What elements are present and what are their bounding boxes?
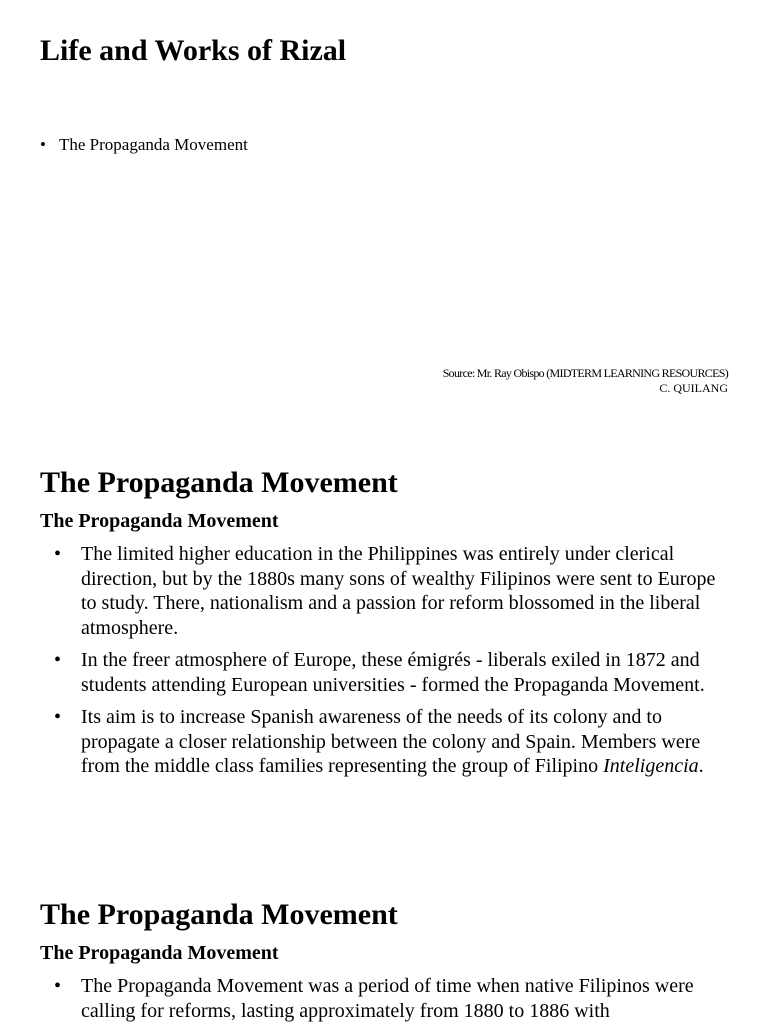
slide-1-title: Life and Works of Rizal — [40, 34, 347, 67]
bullet-dot-icon: • — [54, 649, 62, 671]
bullet-text: The limited higher education in the Philippines was entirely under clerical direction, but by the 1880s many sons of wealthy Filipinos were sent to Europe to study. There, nationalism and a passion for reform blossomed in the liberal atmosphere. — [81, 543, 716, 639]
slide-2-bullet-list — [54, 542, 734, 787]
list-item — [54, 974, 734, 1023]
slide-1 — [0, 0, 768, 432]
source-line: Source: Mr. Ray Obispo (MIDTERM LEARNING RESOURCES) — [442, 366, 728, 380]
bullet-dot-icon: • — [54, 543, 62, 565]
list-item — [54, 542, 734, 640]
bullet-italic-term: Inteligencia — [603, 755, 699, 777]
bullet-dot-icon: • — [40, 135, 46, 154]
slide-3-bullet-list — [54, 974, 734, 1031]
slide-2-subtitle: The Propaganda Movement — [40, 510, 279, 532]
bullet-dot-icon: • — [54, 975, 62, 997]
slide-1-bullet — [40, 134, 248, 156]
list-item — [54, 648, 734, 697]
slide-3-title: The Propaganda Movement — [40, 898, 398, 931]
slide-3 — [0, 864, 768, 1024]
list-item — [54, 705, 734, 779]
slide-3-subtitle: The Propaganda Movement — [40, 942, 279, 964]
slide-1-bullet-text: The Propaganda Movement — [59, 135, 248, 154]
bullet-end: . — [698, 755, 704, 777]
bullet-text: Its aim is to increase Spanish awareness of the needs of its colony and to propagate a closer relationship between the colony and Spain. Members were from the middle class families representing the group of Filipino — [81, 706, 701, 777]
bullet-text: In the freer atmosphere of Europe, these émigrés - liberals exiled in 1872 and students attending European universities - formed the Propaganda Movement. — [81, 649, 705, 696]
slide-2-title: The Propaganda Movement — [40, 466, 398, 499]
bullet-text: The Propaganda Movement was a period of time when native Filipinos were calling for reforms, lasting approximately from 1880 to 1886 with — [81, 975, 694, 1022]
credit-line: C. QUILANG — [659, 381, 728, 395]
slide-2 — [0, 432, 768, 864]
source-note — [443, 366, 728, 396]
bullet-dot-icon: • — [54, 706, 62, 728]
